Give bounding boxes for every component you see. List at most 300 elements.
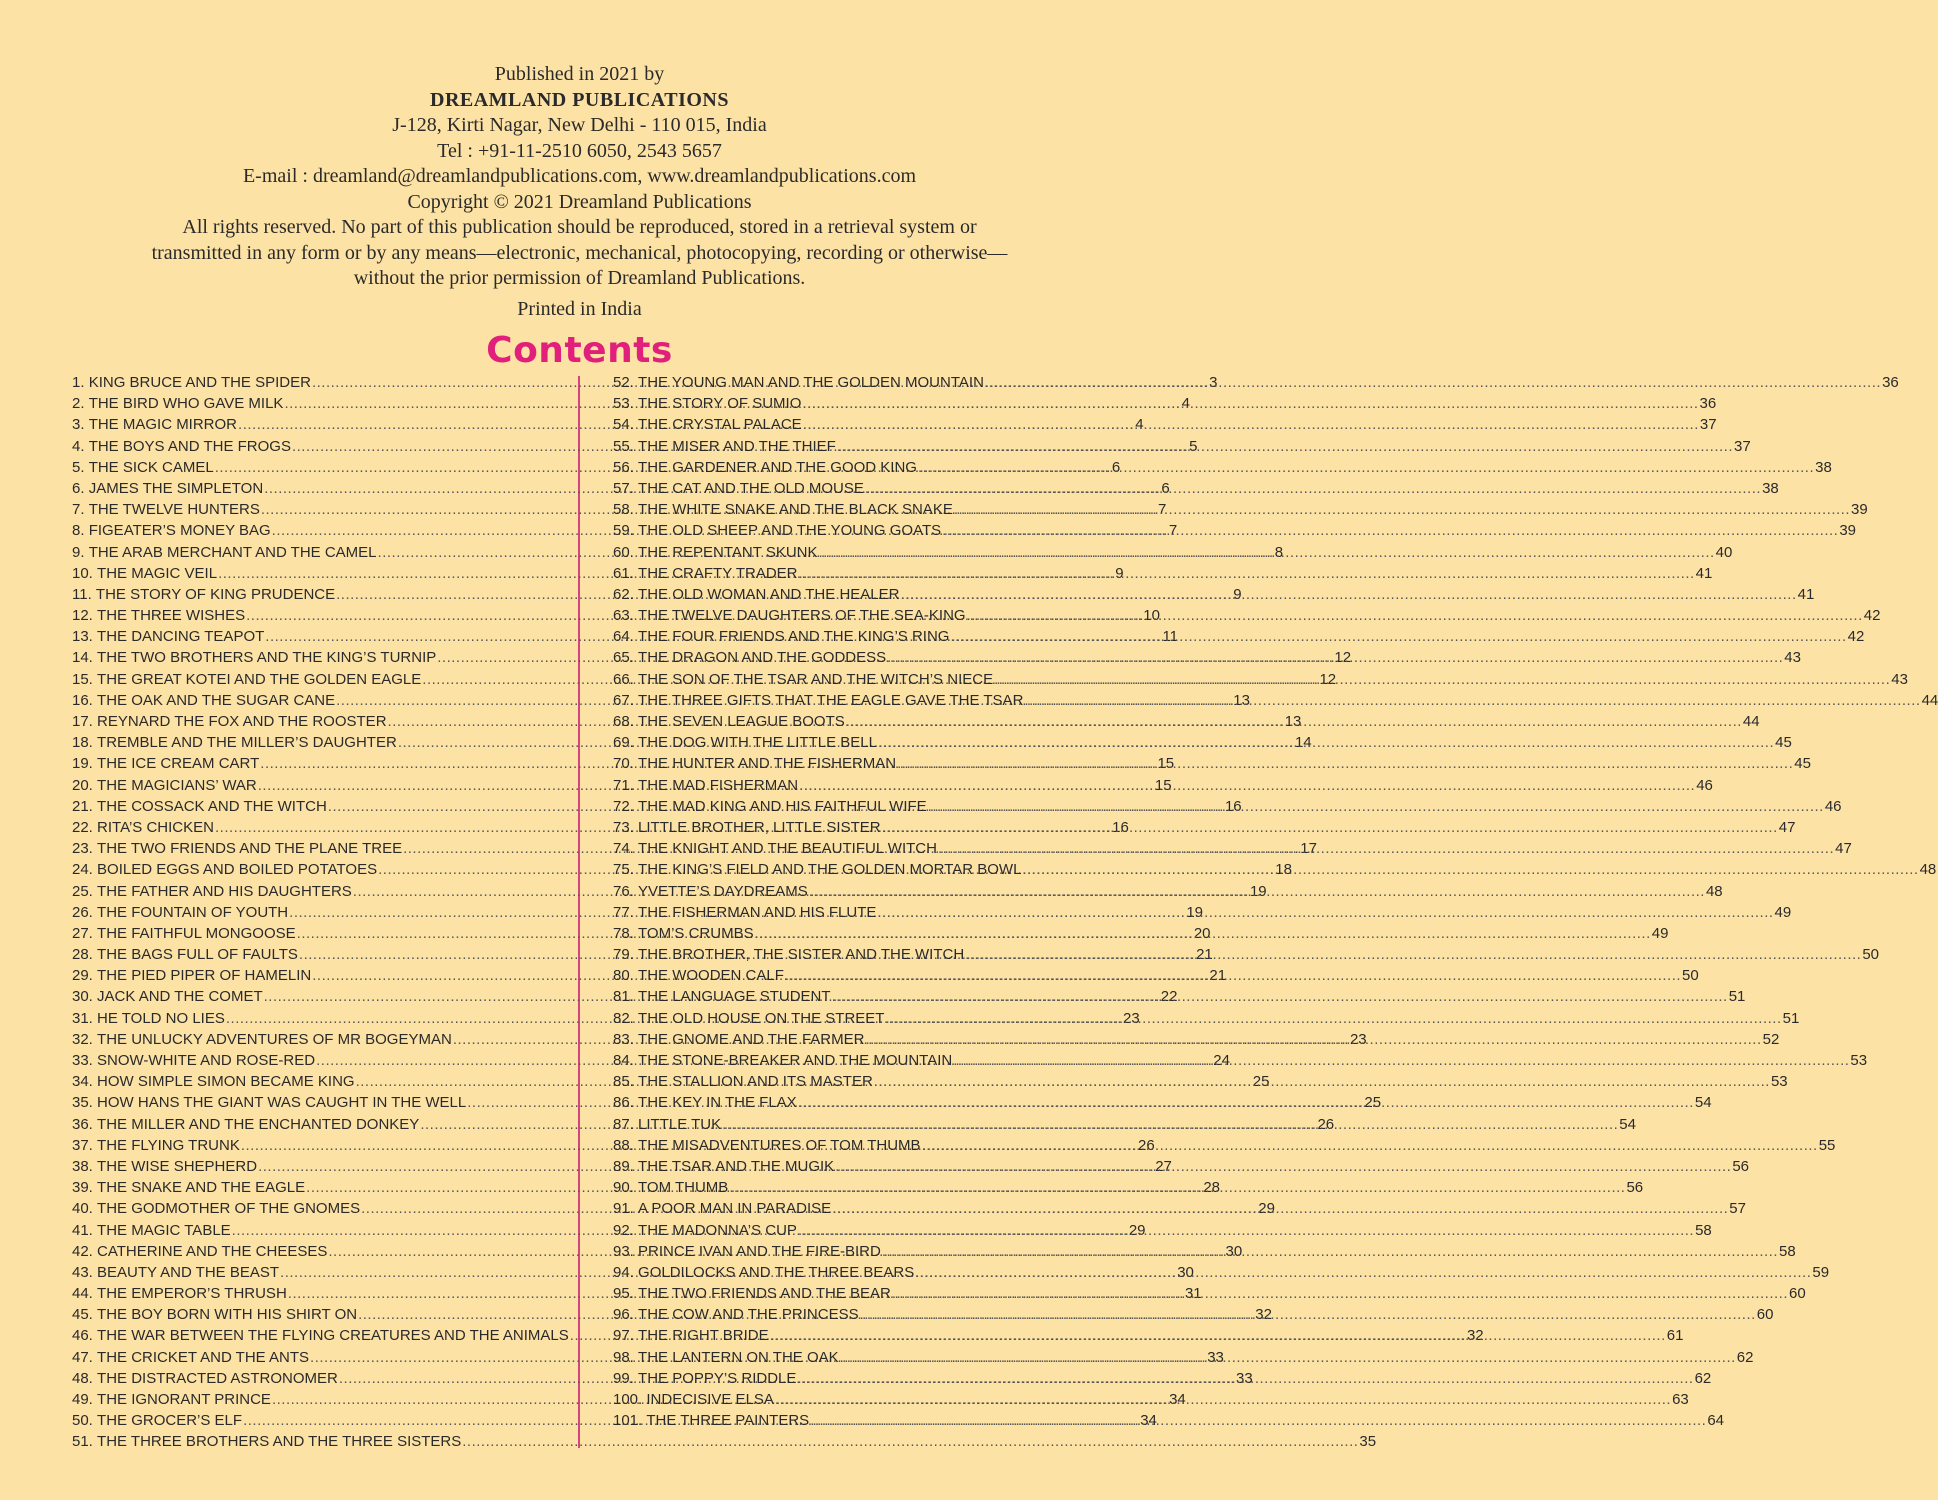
toc-entry-page: 5 xyxy=(1189,437,1198,455)
toc-entry-title: THE LANTERN ON THE OAK xyxy=(638,1348,839,1366)
toc-entry-title: THE GARDENER AND THE GOOD KING xyxy=(638,458,917,476)
toc-entry xyxy=(613,393,1717,414)
toc-entry-title: THE MAGIC VEIL xyxy=(97,564,218,582)
toc-entry-page: 36 xyxy=(1699,395,1717,413)
toc-entry-number: 78. xyxy=(613,924,634,942)
toc-entry-number: 44. xyxy=(72,1285,93,1303)
toc-entry-title: THE OLD SHEEP AND THE YOUNG GOATS xyxy=(638,522,942,540)
toc-entry-page: 18 xyxy=(1275,861,1292,879)
toc-entry-title: THE SNAKE AND THE EAGLE xyxy=(97,1179,306,1197)
toc-leader-dots xyxy=(832,1198,1728,1219)
toc-entry-number: 99. xyxy=(613,1369,634,1387)
toc-entry-number: 49. xyxy=(72,1391,93,1408)
toc-entry-page: 10 xyxy=(1143,607,1160,625)
toc-entry-number: 24. xyxy=(72,861,93,879)
toc-entry-page: 34 xyxy=(1140,1412,1157,1430)
toc-leader-dots xyxy=(954,499,1850,520)
toc-leader-dots xyxy=(882,1241,1778,1262)
toc-entry-title: THE MAD KING AND HIS FAITHFUL WIFE xyxy=(638,797,927,815)
toc-leader-dots xyxy=(797,1368,1693,1389)
toc-entry-title: THE MADONNA’S CUP xyxy=(638,1221,797,1239)
toc-entry-number: 97. xyxy=(613,1327,634,1345)
toc-leader-dots xyxy=(967,605,1863,626)
toc-entry-page: 31 xyxy=(1184,1285,1202,1303)
toc-entry-number: 33. xyxy=(72,1052,93,1069)
toc-leader-dots xyxy=(865,1029,1761,1050)
toc-entry-page: 60 xyxy=(1756,1306,1774,1324)
toc-leader-dots xyxy=(798,1220,1694,1241)
toc-entry-title: THE SEVEN LEAGUE BOOTS xyxy=(638,713,845,730)
toc-entry-title: THE GNOME AND THE FARMER xyxy=(638,1030,865,1048)
toc-entry-title: THE THREE WISHES xyxy=(97,607,246,625)
toc-leader-dots xyxy=(837,436,1733,457)
toc-entry-title: THE FAITHFUL MONGOOSE xyxy=(97,924,296,942)
publisher-phone: Tel : +91-11-2510 6050, 2543 5657 xyxy=(437,139,722,162)
toc-entry-number: 2. xyxy=(72,395,85,413)
toc-entry-number: 20. xyxy=(72,776,93,794)
toc-entry-page: 22 xyxy=(1160,988,1178,1006)
toc-entry-title: THE ICE CREAM CART xyxy=(97,755,260,773)
toc-entry-page: 61 xyxy=(1666,1327,1684,1345)
toc-entry-page: 46 xyxy=(1696,776,1713,794)
toc-entry-number: 90. xyxy=(613,1179,634,1197)
toc-entry-number: 26. xyxy=(72,903,93,921)
toc-entry-title: THE FOUR FRIENDS AND THE KING’S RING xyxy=(638,628,950,646)
toc-entry-number: 35. xyxy=(72,1094,93,1112)
toc-entry-number: 9. xyxy=(72,543,85,561)
toc-entry xyxy=(613,542,1733,563)
toc-entry-page: 38 xyxy=(1815,458,1832,476)
imprint-block xyxy=(0,62,1159,322)
toc-entry-number: 93. xyxy=(613,1242,634,1260)
toc-entry-number: 6. xyxy=(72,479,85,497)
toc-entry-title: HOW SIMPLE SIMON BECAME KING xyxy=(97,1073,355,1091)
published-line: Published in 2021 by xyxy=(494,63,665,85)
toc-entry-number: 15. xyxy=(72,670,93,688)
toc-entry-number: 63. xyxy=(613,607,634,625)
toc-entry-page: 56 xyxy=(1732,1157,1750,1175)
toc-entry-page: 59 xyxy=(1812,1263,1830,1281)
toc-entry-page: 39 xyxy=(1839,522,1857,540)
toc-leader-dots xyxy=(799,563,1695,584)
toc-entry-page: 30 xyxy=(1225,1242,1243,1260)
toc-entry-number: 96. xyxy=(613,1306,634,1324)
toc-entry-page: 45 xyxy=(1794,755,1811,773)
toc-leader-dots xyxy=(887,647,1783,668)
toc-entry-number: 17. xyxy=(72,713,93,730)
toc-entry-number: 40. xyxy=(72,1200,93,1218)
toc-entry-page: 57 xyxy=(1729,1200,1746,1218)
toc-entry-number: 42. xyxy=(72,1242,93,1260)
toc-entry-page: 29 xyxy=(1128,1221,1146,1239)
toc-entry-number: 67. xyxy=(613,691,634,709)
toc-entry-page: 38 xyxy=(1762,479,1779,497)
toc-entry-page: 53 xyxy=(1770,1073,1788,1091)
toc-entry-number: 89. xyxy=(613,1157,634,1175)
toc-entry-number: 56. xyxy=(613,458,634,476)
toc-entry-page: 12 xyxy=(1334,649,1352,667)
toc-entry-title: THE CRYSTAL PALACE xyxy=(638,416,802,434)
toc-entry-title: FIGEATER’S MONEY BAG xyxy=(88,522,271,540)
toc-leader-dots xyxy=(922,1135,1818,1156)
toc-entry-page: 7 xyxy=(1157,501,1167,519)
toc-entry-page: 63 xyxy=(1672,1391,1689,1408)
toc-entry-number: 7. xyxy=(72,501,85,519)
toc-entry-title: THE GROCER’S ELF xyxy=(97,1412,243,1430)
toc-leader-dots xyxy=(846,711,1742,732)
toc-entry-title: JACK AND THE COMET xyxy=(97,988,263,1006)
toc-entry-title: JAMES THE SIMPLETON xyxy=(88,479,264,497)
publisher-name: DREAMLAND PUBLICATIONS xyxy=(430,88,729,111)
toc-entry-page: 49 xyxy=(1774,903,1792,921)
contents-heading: Contents xyxy=(486,330,673,371)
toc-entry-title: YVETTE’S DAYDREAMS xyxy=(638,882,808,900)
toc-entry-number: 30. xyxy=(72,988,93,1006)
toc-leader-dots xyxy=(802,393,1698,414)
toc-entry-title: THE BAGS FULL OF FAULTS xyxy=(97,946,298,964)
toc-entry xyxy=(613,520,1857,541)
toc-entry-number: 29. xyxy=(72,967,93,985)
toc-leader-dots xyxy=(785,965,1681,986)
toc-entry-page: 47 xyxy=(1835,840,1852,858)
toc-entry xyxy=(613,372,1899,393)
toc-entry-number: 101. xyxy=(613,1412,643,1430)
toc-leader-dots xyxy=(775,1389,1671,1410)
toc-entry xyxy=(613,414,1717,435)
toc-entry-title: THE MISER AND THE THIEF xyxy=(638,437,836,455)
toc-entry-number: 5. xyxy=(72,458,85,476)
toc-entry-page: 11 xyxy=(1162,628,1179,646)
toc-entry-number: 47. xyxy=(72,1348,93,1366)
toc-leader-dots xyxy=(878,732,1774,753)
toc-entry-number: 100. xyxy=(613,1391,643,1408)
toc-entry-number: 58. xyxy=(613,501,634,519)
toc-entry-title: THE MAGICIANS’ WAR xyxy=(97,776,257,794)
toc-entry-page: 43 xyxy=(1784,649,1801,667)
toc-entry-title: THE DANCING TEAPOT xyxy=(97,628,265,646)
toc-leader-dots xyxy=(462,1431,1358,1452)
toc-entry-title: LITTLE TUK xyxy=(638,1115,722,1133)
toc-entry-title: THE SICK CAMEL xyxy=(88,458,214,476)
toc-entry-page: 64 xyxy=(1707,1412,1725,1430)
toc-entry-page: 43 xyxy=(1891,670,1908,688)
toc-entry xyxy=(613,457,1832,478)
toc-entry-number: 32. xyxy=(72,1030,93,1048)
toc-entry-title: THE STORY OF KING PRUDENCE xyxy=(95,585,336,603)
toc-entry-number: 65. xyxy=(613,649,634,667)
toc-entry-title: THE THREE GIFTS THAT THE EAGLE GAVE THE TSAR xyxy=(638,691,1024,709)
toc-entry-number: 84. xyxy=(613,1052,634,1069)
toc-leader-dots xyxy=(798,1092,1694,1113)
toc-entry-title: REYNARD THE FOX AND THE ROOSTER xyxy=(97,713,387,730)
toc-entry-title: THE TWELVE DAUGHTERS OF THE SEA-KING xyxy=(638,607,966,625)
toc-entry-page: 36 xyxy=(1882,374,1899,391)
toc-entry-number: 85. xyxy=(613,1073,634,1091)
toc-entry-number: 48. xyxy=(72,1369,93,1387)
toc-entry-title: THE STALLION AND ITS MASTER xyxy=(638,1073,873,1091)
toc-entry-page: 54 xyxy=(1619,1115,1636,1133)
toc-entry-page: 9 xyxy=(1233,585,1242,603)
toc-entry xyxy=(613,499,1868,520)
toc-entry-title: RITA’S CHICKEN xyxy=(97,818,214,836)
toc-entry-number: 41. xyxy=(72,1221,93,1239)
toc-entry-page: 27 xyxy=(1155,1157,1172,1175)
toc-entry-page: 16 xyxy=(1224,797,1242,815)
toc-leader-dots xyxy=(810,1410,1706,1431)
toc-entry-title: THE EMPEROR’S THRUSH xyxy=(97,1285,287,1303)
toc-entry-title: THE DISTRACTED ASTRONOMER xyxy=(97,1369,338,1387)
toc-entry-number: 10. xyxy=(72,564,93,582)
toc-entry-title: BEAUTY AND THE BEAST xyxy=(97,1263,280,1281)
toc-leader-dots xyxy=(915,1262,1811,1283)
toc-leader-dots xyxy=(994,669,1890,690)
toc-entry-title: THE MISADVENTURES OF TOM THUMB xyxy=(638,1136,921,1154)
toc-entry-title: SNOW-WHITE AND ROSE-RED xyxy=(97,1052,316,1069)
toc-entry-title: THE OAK AND THE SUGAR CANE xyxy=(97,691,336,709)
toc-entry-page: 50 xyxy=(1682,967,1699,985)
toc-entry-number: 37. xyxy=(72,1136,93,1154)
toc-entry-number: 83. xyxy=(613,1030,634,1048)
toc-leader-dots xyxy=(809,881,1705,902)
toc-entry-number: 31. xyxy=(72,1009,93,1027)
toc-entry-page: 3 xyxy=(1209,374,1218,391)
toc-entry-number: 12. xyxy=(72,607,93,625)
toc-leader-dots xyxy=(942,520,1838,541)
toc-entry-page: 23 xyxy=(1349,1030,1367,1048)
toc-entry-number: 53. xyxy=(613,395,634,413)
toc-leader-dots xyxy=(965,944,1861,965)
toc-entry-number: 11. xyxy=(72,585,92,603)
toc-entry-title: THE COSSACK AND THE WITCH xyxy=(97,797,327,815)
toc-entry-number: 71. xyxy=(613,776,634,794)
toc-leader-dots xyxy=(882,817,1778,838)
toc-leader-dots xyxy=(953,1050,1849,1071)
toc-entry-title: THE KING’S FIELD AND THE GOLDEN MORTAR BOWL xyxy=(638,861,1022,879)
toc-entry-number: 38. xyxy=(72,1157,93,1175)
toc-entry-number: 80. xyxy=(613,967,634,985)
toc-entry-page: 19 xyxy=(1186,903,1203,921)
toc-entry-number: 82. xyxy=(613,1009,634,1027)
toc-entry-page: 21 xyxy=(1209,967,1227,985)
toc-entry-number: 61. xyxy=(613,564,634,582)
toc-entry-number: 73. xyxy=(613,818,634,836)
toc-entry xyxy=(613,584,1815,605)
toc-entry-title: THE BROTHER, THE SISTER AND THE WITCH xyxy=(638,946,965,964)
toc-entry-title: THE GREAT KOTEI AND THE GOLDEN EAGLE xyxy=(97,670,422,688)
toc-entry-title: THE WISE SHEPHERD xyxy=(97,1157,258,1175)
toc-entry-title: THE YOUNG MAN AND THE GOLDEN MOUNTAIN xyxy=(638,374,984,391)
toc-entry-page: 8 xyxy=(1274,543,1284,561)
toc-entry-page: 23 xyxy=(1123,1009,1140,1027)
toc-entry-page: 19 xyxy=(1249,882,1267,900)
toc-leader-dots xyxy=(892,1283,1788,1304)
toc-leader-dots xyxy=(835,1156,1731,1177)
toc-entry-title: THE POPPY’S RIDDLE xyxy=(638,1369,797,1387)
toc-entry-page: 16 xyxy=(1112,818,1129,836)
toc-entry-page: 12 xyxy=(1319,670,1337,688)
toc-entry-page: 62 xyxy=(1736,1348,1754,1366)
toc-entry-page: 58 xyxy=(1779,1242,1796,1260)
toc-entry-title: THE MAD FISHERMAN xyxy=(638,776,799,794)
toc-leader-dots xyxy=(928,796,1824,817)
toc-entry-title: THE WHITE SNAKE AND THE BLACK SNAKE xyxy=(638,501,953,519)
toc-entry-title: THE HUNTER AND THE FISHERMAN xyxy=(638,755,897,773)
toc-entry-number: 79. xyxy=(613,946,634,964)
toc-entry-page: 44 xyxy=(1921,691,1938,709)
toc-entry-title: THE FATHER AND HIS DAUGHTERS xyxy=(97,882,352,900)
toc-leader-dots xyxy=(985,372,1881,393)
toc-entry-number: 34. xyxy=(72,1073,93,1091)
toc-entry-number: 64. xyxy=(613,628,634,646)
toc-entry-title: THE FOUNTAIN OF YOUTH xyxy=(97,903,289,921)
toc-entry-title: THE FLYING TRUNK xyxy=(97,1136,240,1154)
toc-entry-title: THE CRICKET AND THE ANTS xyxy=(97,1348,310,1366)
toc-leader-dots xyxy=(799,775,1695,796)
toc-entry-title: THE THREE BROTHERS AND THE THREE SISTERS xyxy=(97,1433,462,1451)
toc-entry-page: 17 xyxy=(1300,840,1317,858)
toc-entry-page: 54 xyxy=(1694,1094,1712,1112)
toc-entry-title: HE TOLD NO LIES xyxy=(97,1009,225,1027)
toc-entry-number: 57. xyxy=(613,479,634,497)
toc-entry-number: 1. xyxy=(72,374,85,391)
toc-entry-title: THE WOODEN CALF xyxy=(638,967,784,985)
toc-entry-title: LITTLE BROTHER, LITTLE SISTER xyxy=(638,818,881,836)
toc-entry-title: THE STORY OF SUMIO xyxy=(638,395,802,413)
toc-entry-number: 50. xyxy=(72,1412,93,1430)
toc-entry-page: 26 xyxy=(1317,1115,1335,1133)
toc-entry-page: 4 xyxy=(1181,395,1190,413)
toc-entry-number: 43. xyxy=(72,1263,93,1281)
toc-entry-title: THE OLD WOMAN AND THE HEALER xyxy=(638,585,900,603)
toc-entry-title: THE TWO FRIENDS AND THE PLANE TREE xyxy=(97,840,403,858)
toc-entry-title: KING BRUCE AND THE SPIDER xyxy=(88,374,311,391)
rights-line-2: transmitted in any form or by any means—electronic, mechanical, photocopying, recording or otherwise— xyxy=(151,241,1008,264)
toc-leader-dots xyxy=(938,838,1834,859)
toc-entry-number: 19. xyxy=(72,755,93,773)
toc-entry-page: 6 xyxy=(1161,479,1170,497)
toc-entry-page: 62 xyxy=(1694,1369,1712,1387)
toc-entry-number: 98. xyxy=(613,1348,634,1366)
toc-leader-dots xyxy=(1022,859,1918,880)
toc-leader-dots xyxy=(840,1347,1736,1368)
toc-entry-number: 95. xyxy=(613,1285,634,1303)
toc-entry-title: THE CAT AND THE OLD MOUSE xyxy=(638,479,864,497)
toc-entry-title: THE THREE PAINTERS xyxy=(646,1412,810,1430)
rights-line-1: All rights reserved. No part of this publication should be reproduced, stored in a retrieval system or xyxy=(182,216,977,238)
toc-entry-title: THE TWO BROTHERS AND THE KING’S TURNIP xyxy=(97,649,437,667)
toc-entry-title: GOLDILOCKS AND THE THREE BEARS xyxy=(638,1263,915,1281)
toc-entry-page: 37 xyxy=(1699,416,1717,434)
toc-entry xyxy=(72,1431,1377,1452)
toc-entry-title: THE FISHERMAN AND HIS FLUTE xyxy=(638,903,877,921)
toc-entry-page: 40 xyxy=(1715,543,1733,561)
toc-entry-number: 52. xyxy=(613,374,634,391)
toc-entry-page: 48 xyxy=(1919,861,1937,879)
toc-entry-title: THE TWELVE HUNTERS xyxy=(88,501,260,519)
toc-entry-number: 77. xyxy=(613,903,634,921)
toc-entry-number: 54. xyxy=(613,416,634,434)
toc-entry-page: 20 xyxy=(1193,924,1211,942)
toc-entry-title: TOM THUMB xyxy=(638,1179,729,1197)
toc-entry-page: 32 xyxy=(1255,1306,1272,1324)
toc-entry-number: 45. xyxy=(72,1306,93,1324)
toc-entry-number: 23. xyxy=(72,840,93,858)
toc-entry-title: THE LANGUAGE STUDENT xyxy=(638,988,831,1006)
toc-entry-page: 50 xyxy=(1862,946,1880,964)
toc-leader-dots xyxy=(885,1008,1781,1029)
toc-entry-page: 33 xyxy=(1236,1369,1253,1387)
toc-entry-number: 14. xyxy=(72,649,93,667)
toc-entry-number: 66. xyxy=(613,670,634,688)
toc-leader-dots xyxy=(755,923,1651,944)
toc-entry-number: 16. xyxy=(72,691,93,709)
toc-entry-title: THE BOYS AND THE FROGS xyxy=(88,437,291,455)
toc-entry-title: TREMBLE AND THE MILLER’S DAUGHTER xyxy=(97,734,397,752)
toc-entry-page: 21 xyxy=(1196,946,1213,964)
toc-entry-page: 9 xyxy=(1115,564,1124,582)
toc-entry-number: 46. xyxy=(72,1327,93,1345)
toc-entry-number: 62. xyxy=(613,585,634,603)
toc-entry-number: 91. xyxy=(613,1200,634,1218)
toc-leader-dots xyxy=(900,584,1796,605)
toc-entry-page: 35 xyxy=(1359,1433,1377,1451)
toc-entry-title: THE MAGIC MIRROR xyxy=(88,416,238,434)
toc-entry-page: 29 xyxy=(1258,1200,1275,1218)
toc-entry-title: CATHERINE AND THE CHEESES xyxy=(97,1242,328,1260)
toc-entry-title: THE RIGHT BRIDE xyxy=(638,1327,769,1345)
toc-entry-number: 27. xyxy=(72,924,93,942)
toc-entry-number: 87. xyxy=(613,1115,634,1133)
toc-entry-number: 59. xyxy=(613,522,634,540)
toc-entry-page: 55 xyxy=(1818,1136,1836,1154)
toc-entry-page: 37 xyxy=(1734,437,1751,455)
toc-entry-title: PRINCE IVAN AND THE FIRE-BIRD xyxy=(638,1242,881,1260)
toc-entry-page: 39 xyxy=(1850,501,1868,519)
toc-entry-page: 25 xyxy=(1252,1073,1270,1091)
toc-entry-title: THE MILLER AND THE ENCHANTED DONKEY xyxy=(97,1115,420,1133)
toc-entry-title: THE ARAB MERCHANT AND THE CAMEL xyxy=(88,543,377,561)
toc-entry-title: THE COW AND THE PRINCESS xyxy=(638,1306,859,1324)
toc-entry-page: 34 xyxy=(1169,1391,1186,1408)
toc-entry-page: 15 xyxy=(1154,776,1172,794)
toc-entry-number: 70. xyxy=(613,755,634,773)
toc-entry-number: 75. xyxy=(613,861,634,879)
publisher-address: J-128, Kirti Nagar, New Delhi - 110 015, India xyxy=(392,114,767,136)
toc-entry-page: 41 xyxy=(1695,564,1713,582)
toc-entry-page: 14 xyxy=(1294,734,1312,752)
toc-entry-page: 42 xyxy=(1863,607,1881,625)
toc-entry-page: 13 xyxy=(1284,713,1302,730)
toc-entry-title: THE KNIGHT AND THE BEAUTIFUL WITCH xyxy=(638,840,937,858)
toc-entry-number: 68. xyxy=(613,713,634,730)
toc-leader-dots xyxy=(803,414,1699,435)
toc-entry xyxy=(613,563,1713,584)
toc-entry-number: 51. xyxy=(72,1433,93,1451)
copyright-line: Copyright © 2021 Dreamland Publications xyxy=(407,190,752,213)
toc-entry-page: 56 xyxy=(1626,1179,1644,1197)
toc-entry-number: 21. xyxy=(72,797,93,815)
toc-entry-title: THE DOG WITH THE LITTLE BELL xyxy=(638,734,877,752)
toc-entry-title: THE KEY IN THE FLAX xyxy=(638,1094,797,1112)
toc-entry-page: 60 xyxy=(1789,1285,1806,1303)
toc-leader-dots xyxy=(819,542,1715,563)
toc-entry-page: 53 xyxy=(1850,1052,1868,1069)
toc-entry-number: 92. xyxy=(613,1221,634,1239)
toc-leader-dots xyxy=(865,478,1761,499)
toc-leader-dots xyxy=(729,1177,1625,1198)
toc-entry-title: HOW HANS THE GIANT WAS CAUGHT IN THE WELL xyxy=(97,1094,467,1112)
toc-entry-number: 3. xyxy=(72,416,85,434)
